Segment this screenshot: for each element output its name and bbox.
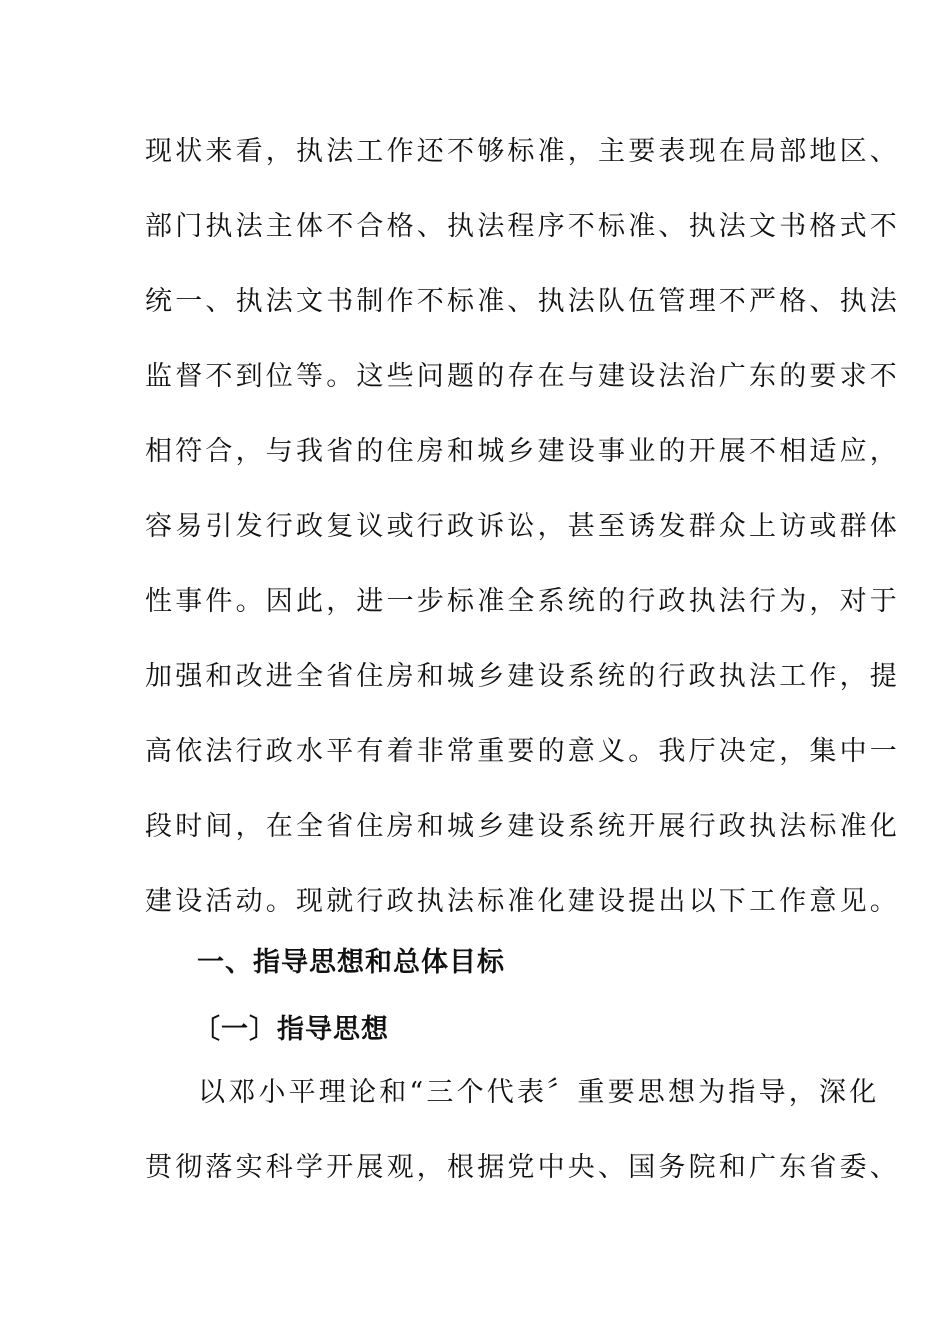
body-line-1: 现状来看，执法工作还不够标准，主要表现在局部地区、 <box>145 136 900 167</box>
body-line-3: 统一、执法文书制作不标准、执法队伍管理不严格、执法 <box>145 286 900 317</box>
body-line-7: 性事件。因此，进一步标准全系统的行政执法行为，对于 <box>145 586 900 617</box>
body-line-5: 相符合，与我省的住房和城乡建设事业的开展不相适应， <box>145 436 900 467</box>
paragraph-line-2: 贯彻落实科学开展观，根据党中央、国务院和广东省委、 <box>145 1152 900 1183</box>
body-line-9: 高依法行政水平有着非常重要的意义。我厅决定，集中一 <box>145 736 900 767</box>
section-heading: 一、指导思想和总体目标 <box>197 947 505 978</box>
body-line-10: 段时间，在全省住房和城乡建设系统开展行政执法标准化 <box>145 811 900 842</box>
paragraph-line-1: 以邓小平理论和“三个代表〞重要思想为指导，深化 <box>198 1077 880 1108</box>
body-line-4: 监督不到位等。这些问题的存在与建设法治广东的要求不 <box>145 361 900 392</box>
body-line-6: 容易引发行政复议或行政诉讼，甚至诱发群众上访或群体 <box>145 511 900 542</box>
body-line-11: 建设活动。现就行政执法标准化建设提出以下工作意见。 <box>145 886 900 917</box>
subsection-heading: 〔一〕指导思想 <box>193 1014 389 1045</box>
body-line-8: 加强和改进全省住房和城乡建设系统的行政执法工作，提 <box>145 661 900 692</box>
body-line-2: 部门执法主体不合格、执法程序不标准、执法文书格式不 <box>145 211 900 242</box>
